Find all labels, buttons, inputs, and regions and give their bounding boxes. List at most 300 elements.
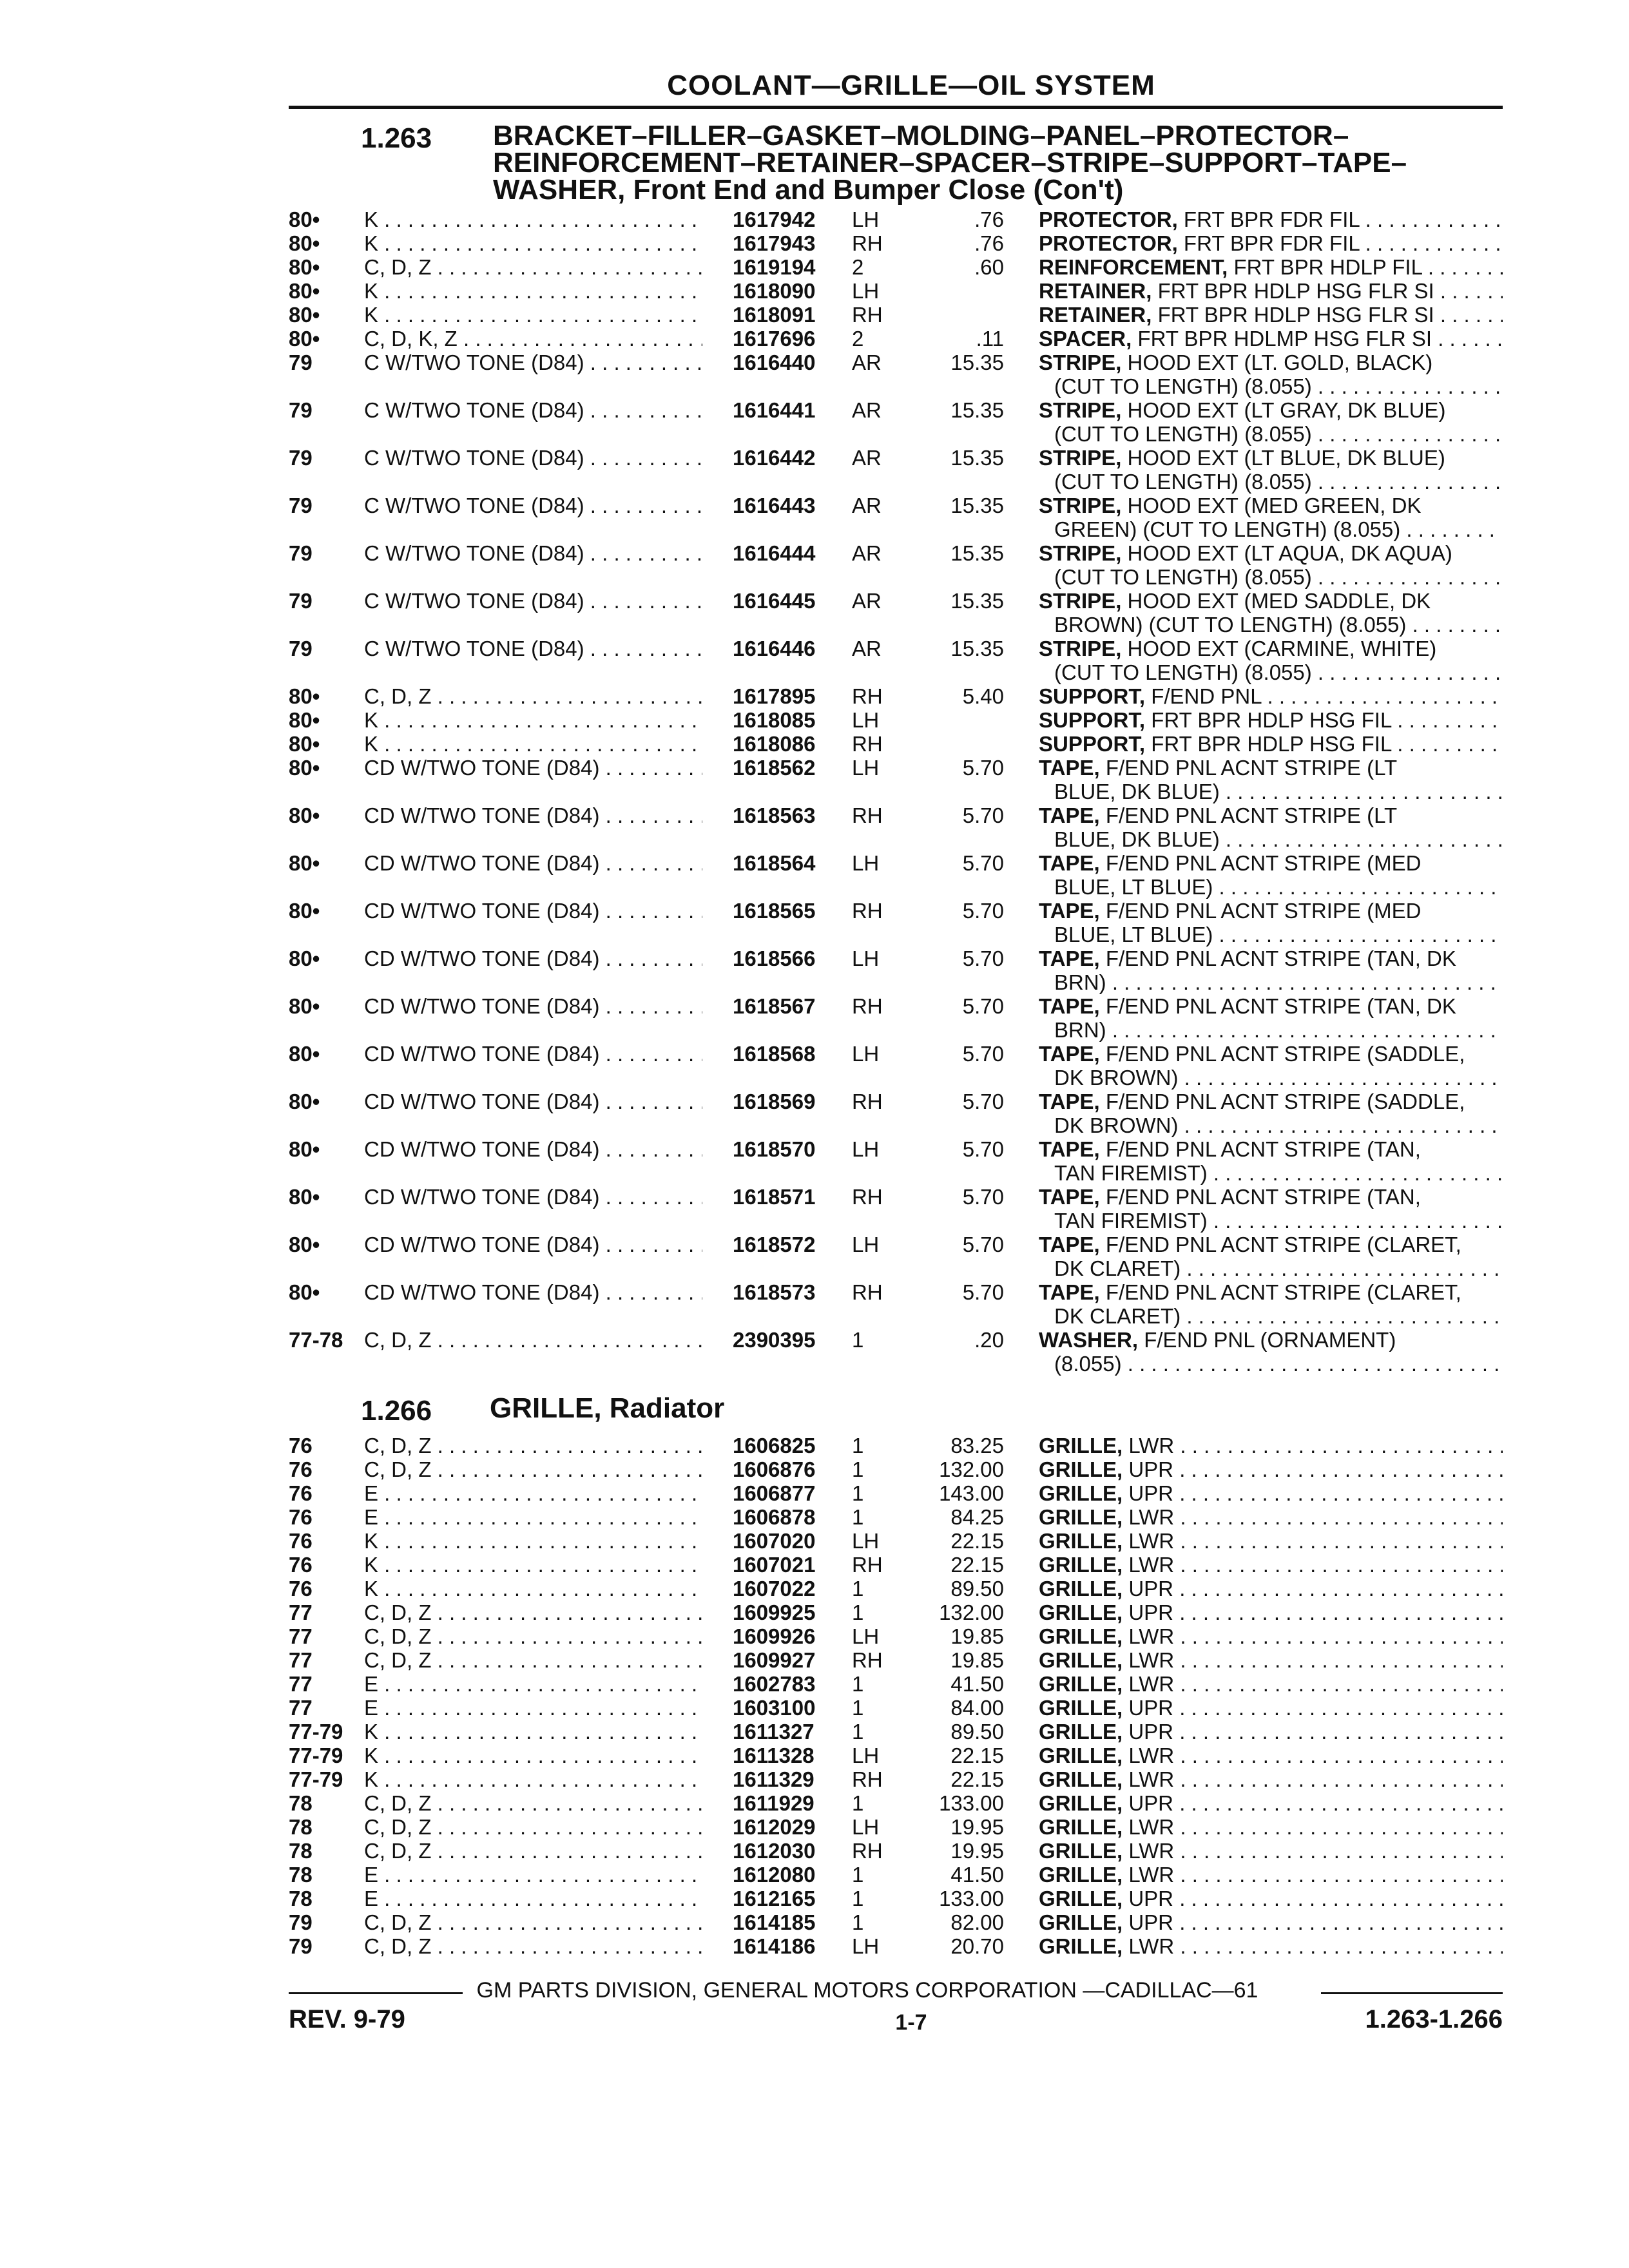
description-text: LWR — [1128, 1839, 1175, 1863]
part-name: SPACER, — [1039, 327, 1132, 351]
price: 5.70 — [962, 899, 1004, 923]
part-description — [1039, 851, 1503, 899]
description-line — [1039, 398, 1503, 422]
part-number: 1618569 — [733, 1090, 816, 1113]
description-text: F/END PNL ACNT STRIPE (CLARET, — [1105, 1233, 1461, 1256]
description-text: HOOD EXT (LT GRAY, DK BLUE) — [1127, 398, 1446, 422]
model-code: E . . . — [364, 1887, 702, 1910]
quantity: 1 — [852, 1577, 864, 1600]
price: 15.35 — [950, 398, 1004, 422]
part-name: SUPPORT, — [1039, 708, 1146, 732]
part-number: 1609927 — [733, 1648, 816, 1672]
part-name: GRILLE, — [1039, 1791, 1123, 1815]
description-text: (CUT TO LENGTH) (8.055) — [1054, 374, 1312, 398]
price: 19.85 — [950, 1624, 1004, 1648]
description-line — [1039, 446, 1503, 470]
price: 15.35 — [950, 637, 1004, 660]
part-name: STRIPE, — [1039, 398, 1122, 422]
price: 89.50 — [950, 1577, 1004, 1600]
description-line — [1039, 303, 1503, 327]
description-text: FRT BPR HDLP HSG FIL — [1151, 732, 1392, 756]
description-text: HOOD EXT (LT BLUE, DK BLUE) — [1127, 446, 1445, 470]
description-line — [1039, 1767, 1503, 1791]
quantity: 1 — [852, 1672, 864, 1696]
part-name: SUPPORT, — [1039, 732, 1146, 756]
part-description — [1039, 1090, 1503, 1137]
quantity: RH — [852, 1648, 883, 1672]
model-code: K . . . — [364, 732, 702, 756]
description-line — [1039, 851, 1503, 875]
description-line — [1039, 827, 1503, 851]
description-text: UPR — [1128, 1910, 1174, 1934]
model-code: C W/TWO TONE (D84) . . . — [364, 589, 702, 613]
part-name: TAPE, — [1039, 947, 1100, 970]
model-year: 79 — [289, 398, 313, 422]
price: 5.70 — [962, 1233, 1004, 1256]
quantity: LH — [852, 1934, 880, 1958]
quantity: AR — [852, 589, 882, 613]
part-name: STRIPE, — [1039, 589, 1122, 613]
quantity: RH — [852, 1090, 883, 1113]
quantity: 2 — [852, 255, 864, 279]
description-text: BLUE, LT BLUE) — [1054, 875, 1213, 899]
part-name: TAPE, — [1039, 1233, 1100, 1256]
part-description — [1039, 1767, 1503, 1791]
model-code: C, D, Z . . . — [364, 255, 702, 279]
section-number: 1.263 — [361, 122, 432, 154]
model-code: CD W/TWO TONE (D84) . . . — [364, 756, 702, 780]
part-number: 1618572 — [733, 1233, 816, 1256]
model-year: 78 — [289, 1887, 313, 1910]
part-number: 1617696 — [733, 327, 816, 351]
quantity: 1 — [852, 1457, 864, 1481]
part-name: TAPE, — [1039, 899, 1100, 923]
price: 5.70 — [962, 803, 1004, 827]
description-line — [1039, 1042, 1503, 1066]
part-name: TAPE, — [1039, 1090, 1100, 1113]
part-description — [1039, 1672, 1503, 1696]
model-code: K . . . — [364, 1577, 702, 1600]
description-text: FRT BPR FDR FIL — [1183, 231, 1360, 255]
model-code: C, D, K, Z . . . — [364, 327, 702, 351]
model-code: K . . . — [364, 1553, 702, 1577]
part-description — [1039, 1505, 1503, 1529]
model-year: 80• — [289, 756, 320, 780]
quantity: RH — [852, 1839, 883, 1863]
description-text: BROWN) (CUT TO LENGTH) (8.055) — [1054, 613, 1407, 637]
price: 5.70 — [962, 1042, 1004, 1066]
part-description — [1039, 1529, 1503, 1553]
description-text: BLUE, DK BLUE) — [1054, 827, 1220, 851]
quantity: RH — [852, 803, 883, 827]
description-line — [1039, 1815, 1503, 1839]
description-line — [1039, 327, 1503, 351]
quantity: LH — [852, 708, 880, 732]
model-code: K . . . — [364, 1529, 702, 1553]
description-text: UPR — [1128, 1577, 1174, 1600]
price: 82.00 — [950, 1910, 1004, 1934]
model-code: CD W/TWO TONE (D84) . . . — [364, 1090, 702, 1113]
price: 22.15 — [950, 1553, 1004, 1577]
part-name: GRILLE, — [1039, 1767, 1123, 1791]
model-year: 80• — [289, 1090, 320, 1113]
part-name: GRILLE, — [1039, 1910, 1123, 1934]
part-description — [1039, 637, 1503, 684]
description-line — [1039, 565, 1503, 589]
model-year: 79 — [289, 541, 313, 565]
part-number: 1616442 — [733, 446, 816, 470]
model-year: 80• — [289, 327, 320, 351]
part-number: 1618090 — [733, 279, 816, 303]
description-line — [1039, 756, 1503, 780]
model-code: K . . . — [364, 708, 702, 732]
model-code: CD W/TWO TONE (D84) . . . — [364, 803, 702, 827]
part-description — [1039, 1744, 1503, 1767]
description-line — [1039, 1696, 1503, 1720]
quantity: RH — [852, 231, 883, 255]
part-number: 1619194 — [733, 255, 816, 279]
price: 132.00 — [939, 1600, 1004, 1624]
description-line — [1039, 541, 1503, 565]
description-text: (CUT TO LENGTH) (8.055) — [1054, 470, 1312, 494]
part-description — [1039, 1042, 1503, 1090]
part-name: WASHER, — [1039, 1328, 1139, 1352]
model-year: 76 — [289, 1481, 313, 1505]
quantity: LH — [852, 1042, 880, 1066]
model-year: 77 — [289, 1672, 313, 1696]
quantity: RH — [852, 1185, 883, 1209]
description-line — [1039, 1672, 1503, 1696]
part-name: GRILLE, — [1039, 1481, 1123, 1505]
part-name: TAPE, — [1039, 994, 1100, 1018]
part-number: 1611327 — [733, 1720, 815, 1744]
description-text: UPR — [1128, 1600, 1174, 1624]
part-description — [1039, 327, 1503, 351]
description-text: BLUE, DK BLUE) — [1054, 780, 1220, 803]
part-number: 1616444 — [733, 541, 816, 565]
part-number: 1611328 — [733, 1744, 815, 1767]
part-number: 2390395 — [733, 1328, 816, 1352]
description-line — [1039, 470, 1503, 494]
model-code: K . . . — [364, 1720, 702, 1744]
price: 5.70 — [962, 1137, 1004, 1161]
description-line — [1039, 255, 1503, 279]
part-number: 1612165 — [733, 1887, 816, 1910]
part-name: GRILLE, — [1039, 1624, 1123, 1648]
quantity: RH — [852, 303, 883, 327]
part-description — [1039, 994, 1503, 1042]
quantity: 1 — [852, 1696, 864, 1720]
description-line — [1039, 970, 1503, 994]
part-description — [1039, 1553, 1503, 1577]
model-year: 80• — [289, 255, 320, 279]
part-description — [1039, 1481, 1503, 1505]
model-code: CD W/TWO TONE (D84) . . . — [364, 1042, 702, 1066]
model-code: E . . . — [364, 1505, 702, 1529]
price: 5.70 — [962, 1090, 1004, 1113]
price: .60 — [974, 255, 1004, 279]
price: 133.00 — [939, 1887, 1004, 1910]
model-year: 79 — [289, 1934, 313, 1958]
model-year: 80• — [289, 684, 320, 708]
part-name: TAPE, — [1039, 1185, 1100, 1209]
description-line — [1039, 1648, 1503, 1672]
price: 5.70 — [962, 947, 1004, 970]
model-code: CD W/TWO TONE (D84) . . . — [364, 1137, 702, 1161]
quantity: RH — [852, 1767, 883, 1791]
quantity: AR — [852, 446, 882, 470]
part-description — [1039, 684, 1503, 708]
part-number: 1612080 — [733, 1863, 816, 1887]
part-number: 1607021 — [733, 1553, 816, 1577]
price: 132.00 — [939, 1457, 1004, 1481]
model-year: 80• — [289, 303, 320, 327]
part-description — [1039, 1720, 1503, 1744]
part-name: GRILLE, — [1039, 1863, 1123, 1887]
description-text: HOOD EXT (LT AQUA, DK AQUA) — [1127, 541, 1452, 565]
description-line — [1039, 279, 1503, 303]
part-number: 1609925 — [733, 1600, 816, 1624]
part-description — [1039, 1839, 1503, 1863]
part-number: 1606878 — [733, 1505, 816, 1529]
description-text: LWR — [1128, 1767, 1175, 1791]
part-description — [1039, 231, 1503, 255]
price: 89.50 — [950, 1720, 1004, 1744]
model-year: 79 — [289, 494, 313, 517]
description-line — [1039, 1434, 1503, 1457]
description-text: F/END PNL ACNT STRIPE (TAN, DK — [1105, 994, 1456, 1018]
price: 133.00 — [939, 1791, 1004, 1815]
description-text: LWR — [1128, 1553, 1175, 1577]
part-description — [1039, 207, 1503, 231]
model-year: 80• — [289, 851, 320, 875]
model-code: C, D, Z . . . — [364, 1648, 702, 1672]
section-number: 1.266 — [361, 1395, 432, 1427]
model-year: 80• — [289, 732, 320, 756]
part-description — [1039, 1910, 1503, 1934]
part-description — [1039, 279, 1503, 303]
part-number: 1614185 — [733, 1910, 816, 1934]
description-text: LWR — [1128, 1672, 1175, 1696]
description-text: LWR — [1128, 1529, 1175, 1553]
model-year: 79 — [289, 446, 313, 470]
model-code: C, D, Z . . . — [364, 1457, 702, 1481]
part-number: 1616445 — [733, 589, 816, 613]
price: 83.25 — [950, 1434, 1004, 1457]
description-line — [1039, 875, 1503, 899]
description-text: F/END PNL ACNT STRIPE (SADDLE, — [1105, 1090, 1465, 1113]
quantity: 1 — [852, 1328, 864, 1352]
part-number: 1616443 — [733, 494, 816, 517]
model-code: CD W/TWO TONE (D84) . . . — [364, 994, 702, 1018]
price: 22.15 — [950, 1744, 1004, 1767]
part-name: GRILLE, — [1039, 1600, 1123, 1624]
description-line — [1039, 494, 1503, 517]
description-text: DK CLARET) — [1054, 1304, 1181, 1328]
description-text: UPR — [1128, 1887, 1174, 1910]
description-line — [1039, 517, 1503, 541]
part-name: TAPE, — [1039, 756, 1100, 780]
description-line — [1039, 374, 1503, 398]
part-name: GRILLE, — [1039, 1505, 1123, 1529]
part-description — [1039, 1815, 1503, 1839]
part-number: 1611929 — [733, 1791, 815, 1815]
model-year: 77 — [289, 1624, 313, 1648]
description-line — [1039, 780, 1503, 803]
model-code: C W/TWO TONE (D84) . . . — [364, 541, 702, 565]
part-number: 1611329 — [733, 1767, 815, 1791]
part-number: 1618564 — [733, 851, 816, 875]
model-code: C, D, Z . . . — [364, 1624, 702, 1648]
description-text: LWR — [1128, 1744, 1175, 1767]
model-code: C W/TWO TONE (D84) . . . — [364, 446, 702, 470]
description-line — [1039, 684, 1503, 708]
part-description — [1039, 541, 1503, 589]
part-number: 1607020 — [733, 1529, 816, 1553]
part-name: PROTECTOR, — [1039, 207, 1178, 231]
quantity: LH — [852, 1744, 880, 1767]
price: 41.50 — [950, 1863, 1004, 1887]
part-description — [1039, 589, 1503, 637]
description-text: UPR — [1128, 1457, 1174, 1481]
description-text: BRN) — [1054, 970, 1106, 994]
model-code: E . . . — [364, 1481, 702, 1505]
section-title-line: REINFORCEMENT–RETAINER–SPACER–STRIPE–SUPPORT–TAPE– — [493, 147, 1407, 178]
part-number: 1616440 — [733, 351, 816, 374]
quantity: LH — [852, 1815, 880, 1839]
description-line — [1039, 1505, 1503, 1529]
price: 15.35 — [950, 589, 1004, 613]
description-line — [1039, 589, 1503, 613]
model-code: C, D, Z . . . — [364, 1839, 702, 1863]
part-name: TAPE, — [1039, 1042, 1100, 1066]
part-description — [1039, 1185, 1503, 1233]
part-number: 1618567 — [733, 994, 816, 1018]
part-description — [1039, 1791, 1503, 1815]
quantity: 1 — [852, 1863, 864, 1887]
model-year: 79 — [289, 637, 313, 660]
price: 5.70 — [962, 851, 1004, 875]
price: 15.35 — [950, 541, 1004, 565]
model-year: 80• — [289, 1042, 320, 1066]
description-text: DK BROWN) — [1054, 1113, 1179, 1137]
model-year: 76 — [289, 1457, 313, 1481]
page-number: 1-7 — [895, 2010, 927, 2035]
model-year: 77 — [289, 1648, 313, 1672]
model-year: 80• — [289, 899, 320, 923]
description-line — [1039, 708, 1503, 732]
part-number: 1617943 — [733, 231, 816, 255]
description-text: F/END PNL — [1151, 684, 1262, 708]
description-line — [1039, 1910, 1503, 1934]
description-text: GREEN) (CUT TO LENGTH) (8.055) — [1054, 517, 1401, 541]
part-name: REINFORCEMENT, — [1039, 255, 1228, 279]
description-text: (CUT TO LENGTH) (8.055) — [1054, 660, 1312, 684]
description-line — [1039, 422, 1503, 446]
part-name: SUPPORT, — [1039, 684, 1146, 708]
part-number: 1616441 — [733, 398, 816, 422]
part-description — [1039, 1233, 1503, 1280]
quantity: LH — [852, 1233, 880, 1256]
price: 5.70 — [962, 1280, 1004, 1304]
quantity: RH — [852, 1553, 883, 1577]
description-line — [1039, 947, 1503, 970]
header-rule — [289, 106, 1503, 109]
description-text: F/END PNL ACNT STRIPE (MED — [1105, 851, 1422, 875]
part-name: GRILLE, — [1039, 1839, 1123, 1863]
description-line — [1039, 1328, 1503, 1352]
price: 19.85 — [950, 1648, 1004, 1672]
description-line — [1039, 660, 1503, 684]
part-name: RETAINER, — [1039, 279, 1152, 303]
model-year: 80• — [289, 1137, 320, 1161]
description-line — [1039, 899, 1503, 923]
model-year: 79 — [289, 589, 313, 613]
description-text: LWR — [1128, 1624, 1175, 1648]
quantity: AR — [852, 637, 882, 660]
revision-date: REV. 9-79 — [289, 2005, 405, 2033]
part-description — [1039, 1577, 1503, 1600]
description-text: UPR — [1128, 1720, 1174, 1744]
description-text: LWR — [1128, 1434, 1175, 1457]
description-line — [1039, 994, 1503, 1018]
part-name: GRILLE, — [1039, 1744, 1123, 1767]
model-code: C, D, Z . . . — [364, 684, 702, 708]
model-code: E . . . — [364, 1696, 702, 1720]
description-text: FRT BPR FDR FIL — [1183, 207, 1360, 231]
price: 15.35 — [950, 494, 1004, 517]
quantity: RH — [852, 994, 883, 1018]
part-number: 1606825 — [733, 1434, 816, 1457]
quantity: 1 — [852, 1600, 864, 1624]
quantity: LH — [852, 1137, 880, 1161]
model-code: K . . . — [364, 231, 702, 255]
model-year: 80• — [289, 708, 320, 732]
running-title: COOLANT—GRILLE—OIL SYSTEM — [667, 70, 1155, 101]
part-number: 1618563 — [733, 803, 816, 827]
quantity: LH — [852, 1529, 880, 1553]
description-text: UPR — [1128, 1481, 1174, 1505]
model-code: C, D, Z . . . — [364, 1791, 702, 1815]
part-number: 1618565 — [733, 899, 816, 923]
part-description — [1039, 1696, 1503, 1720]
part-number: 1617942 — [733, 207, 816, 231]
price: 5.40 — [962, 684, 1004, 708]
model-code: C W/TWO TONE (D84) . . . — [364, 351, 702, 374]
description-line — [1039, 351, 1503, 374]
part-name: RETAINER, — [1039, 303, 1152, 327]
part-description — [1039, 351, 1503, 398]
part-number: 1616446 — [733, 637, 816, 660]
price: .20 — [974, 1328, 1004, 1352]
quantity: LH — [852, 947, 880, 970]
part-number: 1618570 — [733, 1137, 816, 1161]
quantity: LH — [852, 207, 880, 231]
part-number: 1612030 — [733, 1839, 816, 1863]
part-description — [1039, 1648, 1503, 1672]
part-name: STRIPE, — [1039, 494, 1122, 517]
model-year: 77-78 — [289, 1328, 343, 1352]
description-line — [1039, 1481, 1503, 1505]
part-number: 1606877 — [733, 1481, 816, 1505]
description-text: FRT BPR HDLP HSG FLR SI — [1157, 303, 1434, 327]
part-description — [1039, 1457, 1503, 1481]
model-year: 76 — [289, 1434, 313, 1457]
description-line — [1039, 1113, 1503, 1137]
quantity: AR — [852, 351, 882, 374]
description-line — [1039, 1304, 1503, 1328]
part-description — [1039, 1328, 1503, 1376]
